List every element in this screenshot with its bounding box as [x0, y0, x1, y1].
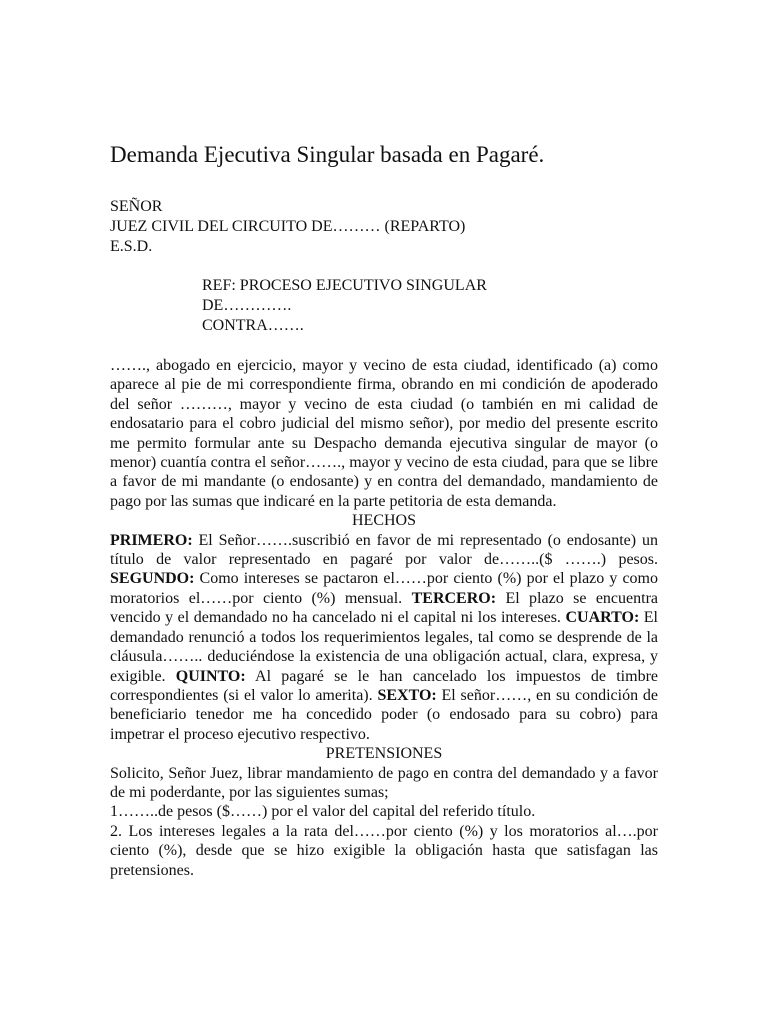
addressee-line: E.S.D.: [110, 238, 153, 255]
reference-line: REF: PROCESO EJECUTIVO SINGULAR: [202, 277, 487, 294]
addressee-block: [110, 197, 465, 257]
pretension-item: 1……..de pesos ($……) por el valor del capital del referido título.: [110, 803, 536, 821]
reference-line: DE………….: [202, 297, 292, 314]
document-title: Demanda Ejecutiva Singular basada en Pagaré.: [110, 142, 545, 167]
tercero-label: TERCERO:: [411, 589, 497, 607]
cuarto-label: CUARTO:: [565, 609, 640, 627]
primero-text: El Señor…….suscribió en favor de mi representado (o endosante) un título de valor representado en pagaré por valor de……..($ …….) pesos.: [110, 531, 658, 569]
addressee-line: SEÑOR: [110, 198, 163, 215]
pretension-item: 2. Los intereses legales a la rata del……por ciento (%) y los moratorios al….por ciento (%), desde que se hizo exigible la obligación hasta que satisfagan las pretensiones.: [110, 822, 658, 879]
tercero-text: El plazo se encuentra vencido y el demandado no ha cancelado ni el capital ni los intereses.: [110, 589, 659, 627]
segundo-text: Como intereses se pactaron el……por ciento (%) por el plazo y como moratorios el……por ciento (%) mensual.: [110, 570, 658, 607]
hechos-paragraph: [110, 531, 658, 744]
sexto-text: El señor……, en su condición de beneficiario tenedor me ha concedido poder (o endosado para su cobro) para impetrar el proceso ejecutivo respectivo.: [110, 686, 658, 743]
primero-label: PRIMERO:: [110, 531, 193, 549]
reference-block: [202, 276, 487, 336]
reference-line: CONTRA…….: [202, 317, 304, 334]
segundo-label: SEGUNDO:: [110, 570, 195, 588]
quinto-label: QUINTO:: [175, 667, 246, 685]
addressee-line: JUEZ CIVIL DEL CIRCUITO DE……… (REPARTO): [110, 218, 466, 235]
quinto-text: Al pagaré se le han cancelado los impuestos de timbre correspondientes (si el valor lo amerita).: [110, 667, 658, 704]
cuarto-text: El demandado renunció a todos los requerimientos legales, tal como se desprende de la cláusula…….. deduciéndose la existencia de una obligación actual, clara, expresa, y exigible.: [110, 609, 659, 685]
pretensiones-heading: PRETENSIONES: [325, 745, 443, 763]
document-body: [110, 356, 658, 880]
pretensiones-intro: Solicito, Señor Juez, librar mandamiento de pago en contra del demandado y a favor de mi poderdante, por las siguientes sumas;: [110, 764, 658, 801]
sexto-label: SEXTO:: [377, 686, 437, 704]
intro-paragraph: ……., abogado en ejercicio, mayor y vecino de esta ciudad, identificado (a) como aparece al pie de mi correspondiente firma, obrando en mi condición de apoderado del señor ………, mayor y vecino de esta ciudad (o también en mi calidad de endosatario para el cobro judicial del mismo señor), por medio del presente escrito me permito formular ante su Despacho demanda ejecutiva singular de mayor (o menor) cuantía contra el señor……., mayor y vecino de esta ciudad, para que se libre a favor de mi mandante (o endosante) y en contra del demandado, mandamiento de pago por las sumas que indicaré en la parte petitoria de esta demanda.: [110, 357, 658, 510]
hechos-heading: HECHOS: [351, 512, 416, 530]
